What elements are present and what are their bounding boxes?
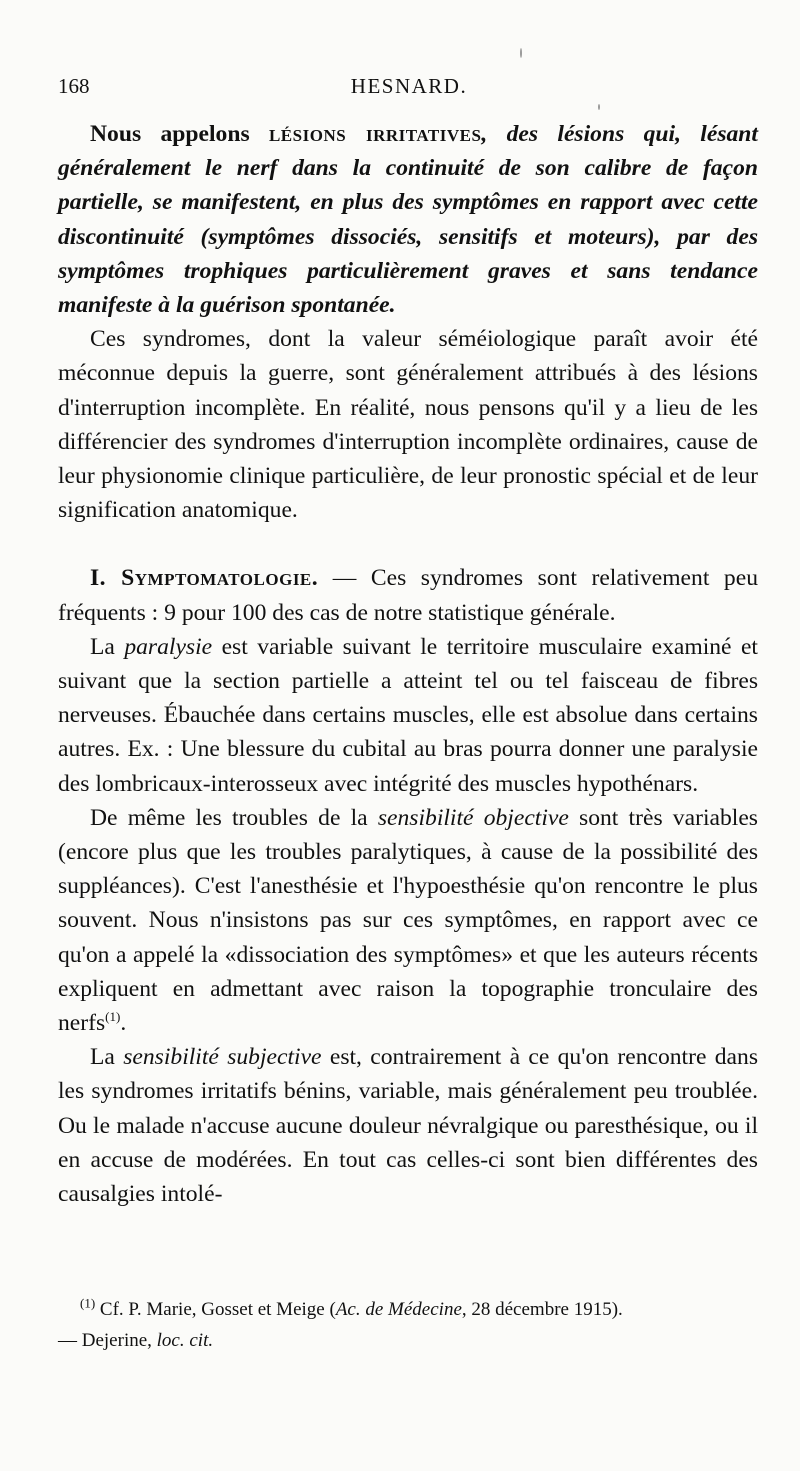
definition-text: , des lésions qui, lésant généralement le nerf dans la continuité de son calibre de façon partielle, se manifestent, en plus des symptômes en rapport avec cette discontinuité (symptômes dissociés, sensitifs et moteurs), par des symptômes trophiques particulièrement graves et sans tendance manifeste à la guérison spontanée. xyxy=(58,121,758,319)
definition-term: lésions irritatives xyxy=(268,121,482,147)
subjective-lead: La xyxy=(90,1044,124,1071)
paragraph-sensibilite-objective xyxy=(58,801,758,1040)
paragraph-paralysie xyxy=(58,630,758,801)
paragraph-symptomatologie xyxy=(58,561,758,629)
footnote-1 xyxy=(58,1294,758,1325)
subjective-text: est, contrairement à ce qu'on rencontre dans les syndromes irritatifs bénins, variable, mais généralement peu troublée. Ou le malade n'accuse aucune douleur névralgique ou paresthésique, ou il en accuse de modérées. En tout cas celles-ci sont bien différentes des causalgies intolé- xyxy=(58,1044,758,1208)
paralysie-text: est variable suivant le territoire musculaire examiné et suivant que la section partielle a atteint tel ou tel faisceau de fibres nerveuses. Ébauchée dans certains muscles, elle est absolue dans certains autres. Ex. : Une blessure du cubital au bras pourra donner une paralysie des lombricaux-interosseux avec intégrité des muscles hypothénars. xyxy=(58,633,758,797)
definition-lead: Nous appelons xyxy=(90,121,269,147)
footnote-date: , 28 décembre 1915). xyxy=(461,1299,623,1320)
paralysie-term: paralysie xyxy=(124,633,213,660)
paragraph-sensibilite-subjective xyxy=(58,1040,758,1211)
paragraph-syndromes: Ces syndromes, dont la valeur séméiologique paraît avoir été méconnue depuis la guerre, sont généralement attribués à des lésions d'interruption incomplète. En réalité, nous pensons qu'il y a lieu de les différencier des syndromes d'interruption incomplète ordinaires, cause de leur physionomie clinique particulière, de leur pronostic spécial et de leur signification anatomique. xyxy=(58,326,758,524)
footnote-text: Cf. P. Marie, Gosset et Meige ( xyxy=(95,1299,336,1320)
footnote-mark: (1) xyxy=(80,1295,96,1311)
subjective-term: sensibilité subjective xyxy=(123,1044,322,1071)
objective-end: . xyxy=(120,1010,127,1037)
footnote-continuation xyxy=(58,1325,758,1356)
footnote-loc-cit: loc. cit. xyxy=(156,1330,214,1351)
body-text xyxy=(58,117,758,1211)
footnote-journal: Ac. de Médecine xyxy=(335,1299,462,1320)
objective-term: sensibilité objective xyxy=(377,804,569,831)
objective-text: sont très variables (encore plus que les troubles paralytiques, à cause de la possibilité des suppléances). C'est l'anesthésie et l'hypoesthésie qu'on rencontre le plus souvent. Nous n'insistons pas sur ces symptômes, en rapport avec ce qu'on a appelé la «dissociation des symptômes» et que les auteurs récents expliquent en admettant avec raison la topographie tronculaire des nerfs xyxy=(58,804,758,1037)
footnote-author: — Dejerine, xyxy=(58,1330,157,1351)
paralysie-lead: La xyxy=(90,633,125,660)
footnote-reference[interactable]: (1) xyxy=(105,1009,121,1025)
footnotes xyxy=(58,1294,758,1356)
running-title: HESNARD. xyxy=(350,74,468,98)
page-number: 168 xyxy=(58,74,90,98)
objective-lead: De même les troubles de la xyxy=(90,804,378,831)
paragraph-definition xyxy=(58,117,758,322)
paper-speck xyxy=(520,48,522,58)
page-header xyxy=(58,70,760,110)
section-intro-text: — Ces syndromes sont relativement peu fréquents : 9 pour 100 des cas de notre statistique générale. xyxy=(58,565,758,626)
section-heading: I. Symptomatologie. xyxy=(90,565,319,592)
